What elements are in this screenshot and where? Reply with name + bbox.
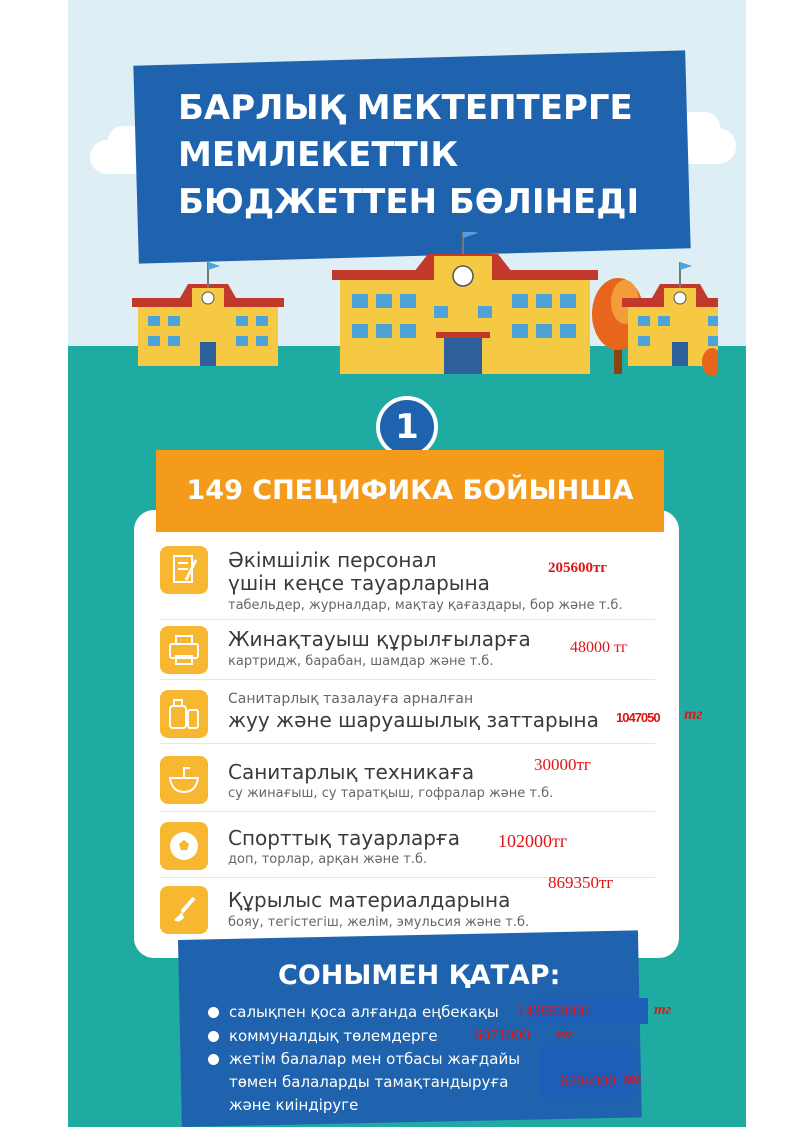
bullet-1-unit: тг [654, 1002, 672, 1018]
item-3-title: жуу және шаруашылық заттарына [228, 708, 599, 732]
bullet-item-3-line-3: және киіндіруге [229, 1096, 359, 1114]
bullet-3-unit: тг [624, 1071, 642, 1087]
item-2-subtitle: картридж, барабан, шамдар және т.б. [228, 654, 494, 669]
item-4-price: 30000тг [534, 755, 591, 774]
school-buildings-illustration [128, 232, 718, 382]
item-5-subtitle: доп, торлар, арқан және т.б. [228, 852, 428, 867]
item-2-title: Жинақтауыш құрылғыларға [228, 627, 531, 651]
separator [160, 679, 655, 680]
bullet-dot [208, 1007, 219, 1018]
sink-icon [160, 756, 208, 804]
item-1-title-line-2: үшін кеңсе тауарларына [228, 571, 490, 595]
bullet-1-text: салықпен қоса алғанда еңбекақы [229, 1003, 499, 1021]
spec-header: 149 СПЕЦИФИКА БОЙЫНША [156, 450, 664, 532]
bullet-item-3 [208, 1050, 520, 1068]
bullet-2-unit: тг [556, 1026, 574, 1042]
item-1-price: 205600тг [548, 560, 608, 576]
page-title [178, 85, 678, 226]
item-4-title: Санитарлық техникаға [228, 760, 475, 784]
bottom-title: СОНЫМЕН ҚАТАР: [278, 960, 561, 991]
separator [160, 619, 655, 620]
item-3-price-unit: тг [684, 706, 703, 723]
title-line-1: БАРЛЫҚ МЕКТЕПТЕРГЕ [178, 88, 633, 128]
item-3-pretitle: Санитарлық тазалауға арналған [228, 691, 474, 707]
title-line-3: БЮДЖЕТТЕН БӨЛІНЕДІ [178, 182, 640, 222]
item-1-title-line-1: Әкімшілік персонал [228, 548, 437, 572]
item-4-subtitle: су жинағыш, су таратқыш, гофралар және т.б. [228, 786, 554, 801]
bullet-2-text: коммуналдық төлемдерге [229, 1027, 438, 1045]
bullet-item-1 [208, 1003, 499, 1021]
bullet-dot [208, 1031, 219, 1042]
bullet-3-text-line-1: жетім балалар мен отбасы жағдайы [229, 1050, 521, 1068]
bullet-2-value: 6071000 [474, 1027, 530, 1044]
bullet-3-value: 6204000 [560, 1073, 616, 1090]
item-6-subtitle: бояу, тегістегіш, желім, эмульсия және т.б. [228, 915, 530, 930]
item-5-title: Спорттық тауарларға [228, 826, 460, 850]
step-number-badge: 1 [376, 396, 438, 458]
separator [160, 811, 655, 812]
document-pen-icon [160, 546, 208, 594]
bullet-item-3-line-2: төмен балаларды тамақтандыруға [229, 1073, 509, 1091]
title-line-2: МЕМЛЕКЕТТІК [178, 135, 459, 175]
football-icon [160, 822, 208, 870]
detergent-bottles-icon [160, 690, 208, 738]
item-3-price-value: 1047050 [616, 710, 660, 725]
paint-brush-icon [160, 886, 208, 934]
printer-icon [160, 626, 208, 674]
item-1-subtitle: табельдер, журналдар, мақтау қағаздары, бор және т.б. [228, 598, 623, 613]
item-6-price: 869350тг [548, 873, 614, 892]
separator [160, 743, 655, 744]
item-5-price: 102000тг [498, 831, 568, 851]
item-2-price: 48000 тг [570, 639, 628, 656]
bullet-item-2 [208, 1027, 438, 1045]
item-6-title: Құрылыс материалдарына [228, 888, 511, 912]
bullet-1-value: 143953000 [517, 1003, 589, 1020]
infographic-poster [68, 0, 746, 1127]
bullet-dot [208, 1054, 219, 1065]
